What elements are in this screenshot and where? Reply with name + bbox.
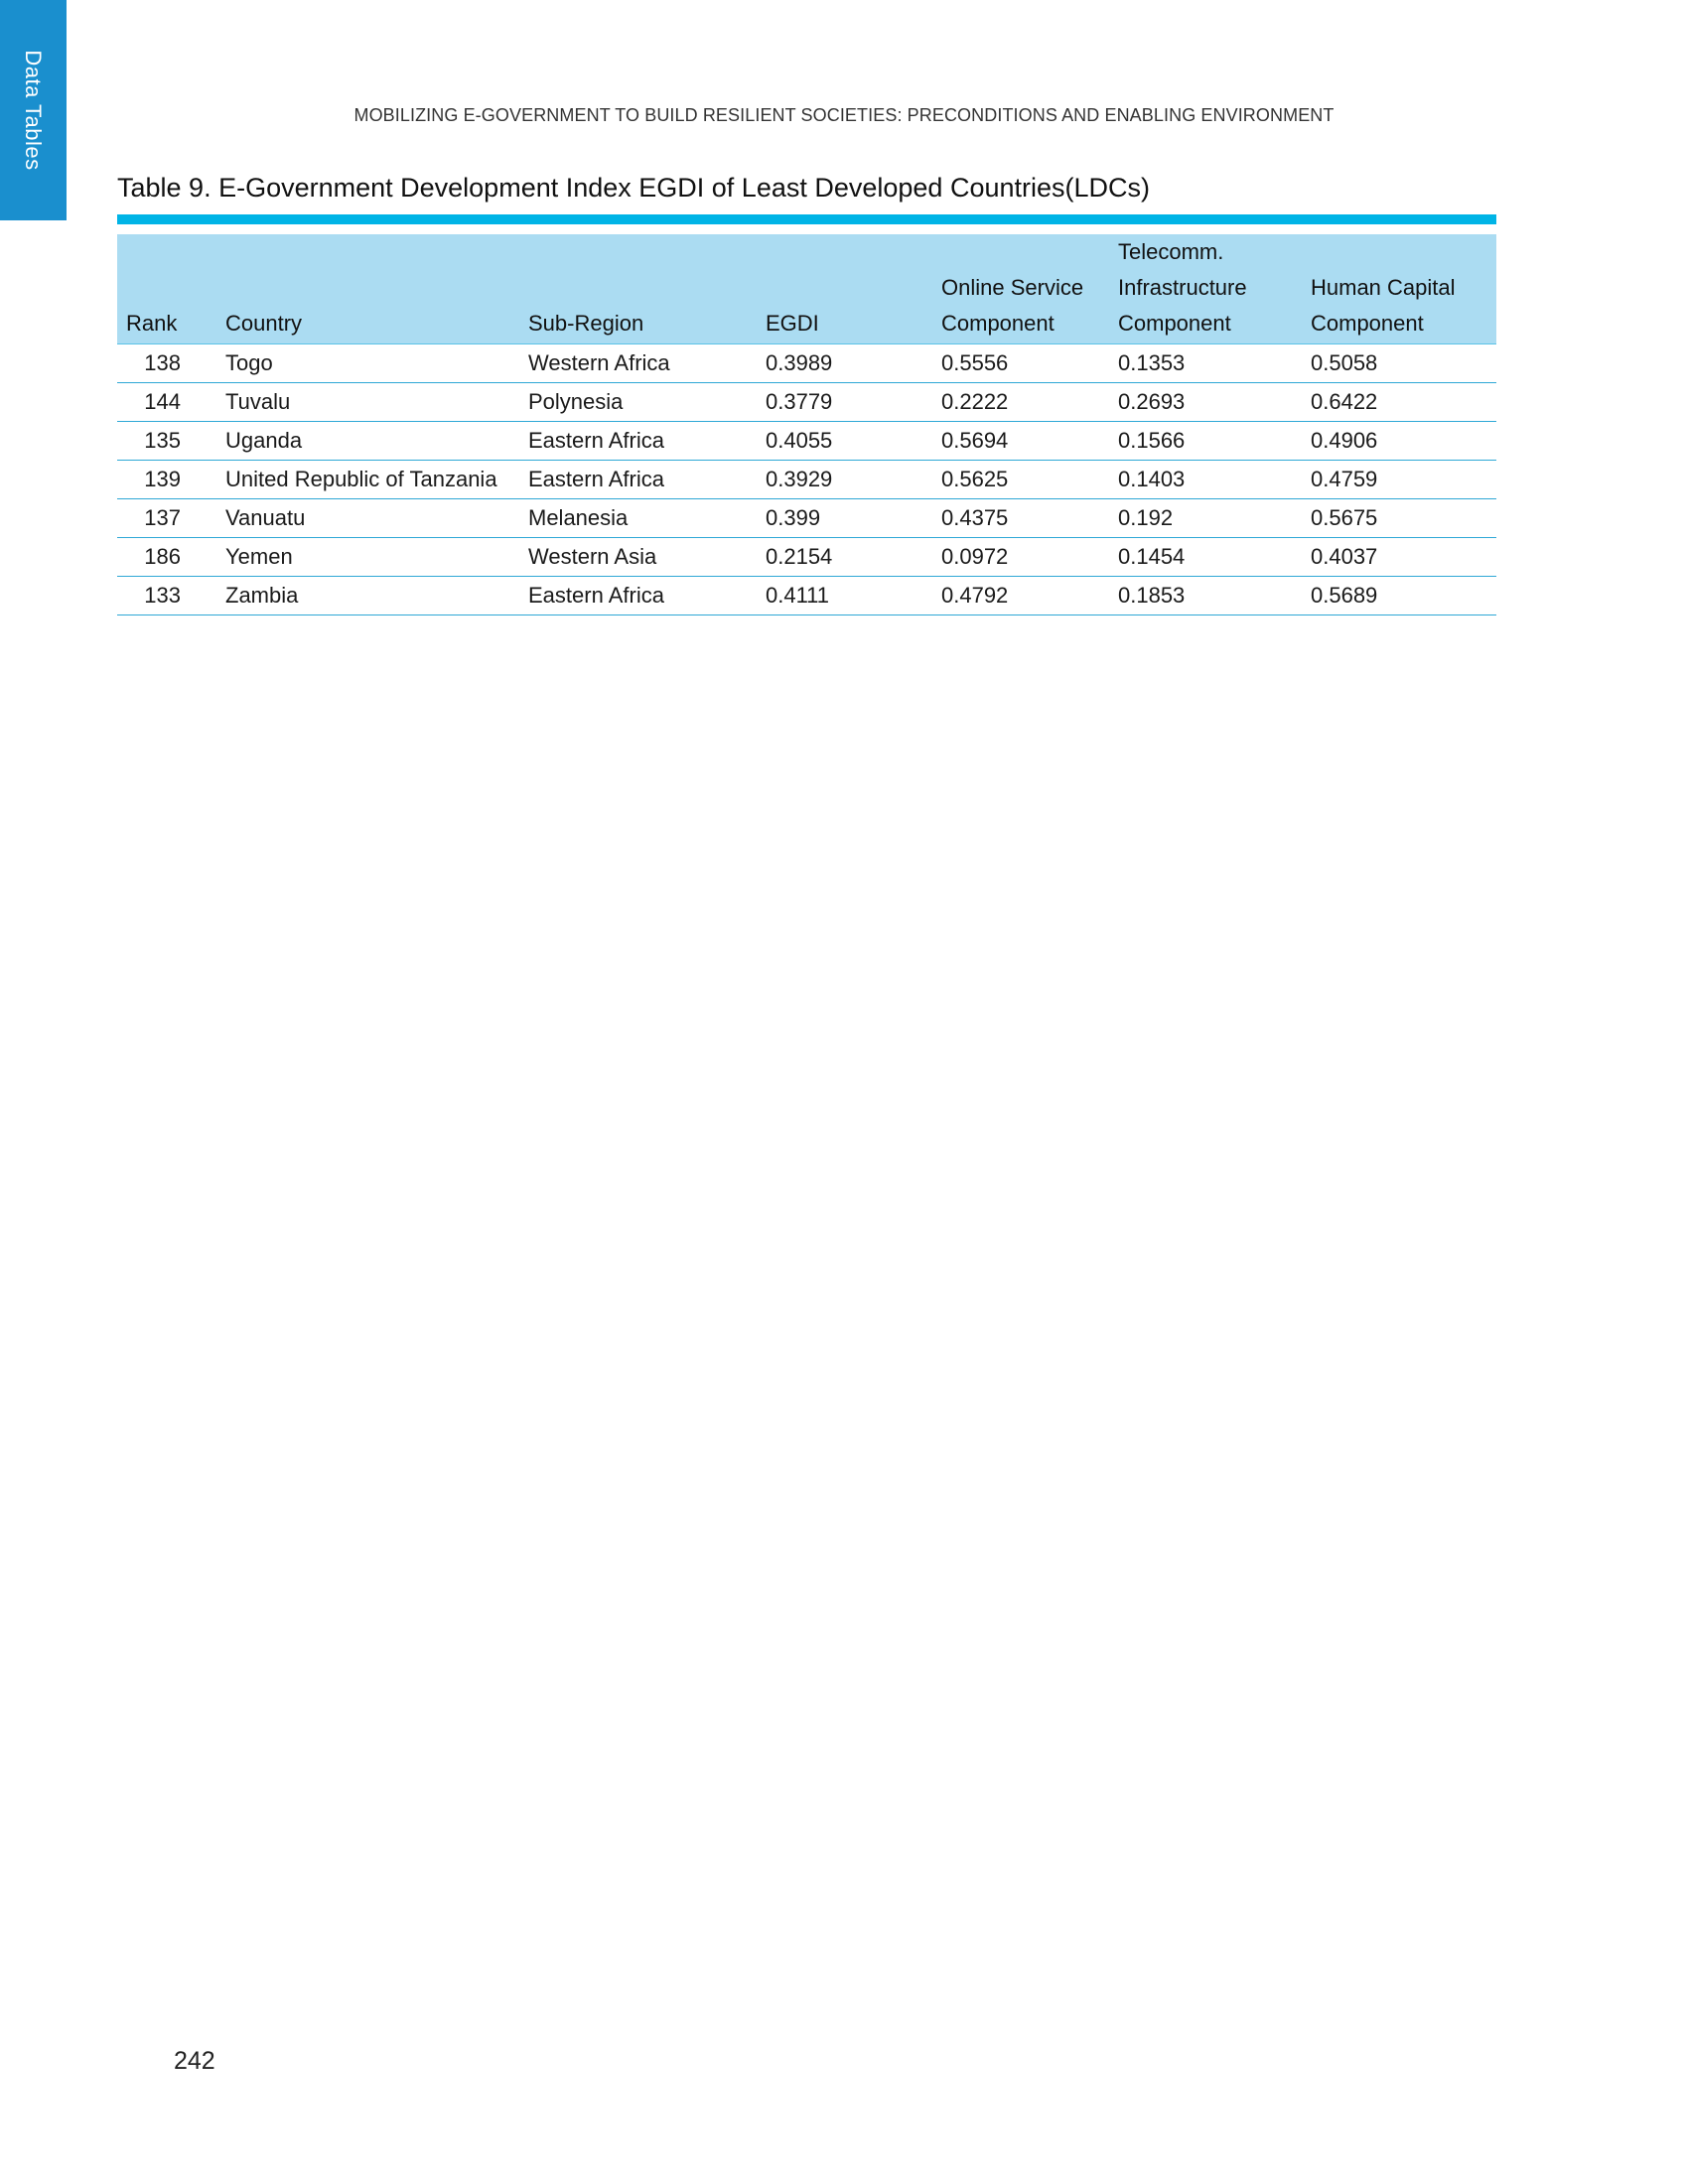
cell-country: Yemen (225, 538, 528, 577)
cell-egdi: 0.2154 (766, 538, 941, 577)
cell-egdi: 0.399 (766, 499, 941, 538)
cell-subregion: Melanesia (528, 499, 766, 538)
cell-human-capital: 0.5689 (1311, 577, 1496, 615)
cell-telecom: 0.1353 (1118, 344, 1311, 383)
header-online-service (941, 234, 1118, 344)
header-human-capital-line2: Component (1311, 311, 1424, 336)
cell-egdi: 0.3929 (766, 461, 941, 499)
cell-rank: 137 (117, 499, 225, 538)
cell-subregion: Polynesia (528, 383, 766, 422)
section-tab-label: Data Tables (21, 50, 46, 171)
title-rule (117, 214, 1496, 224)
header-subregion-label: Sub-Region (528, 311, 644, 336)
header-human-capital-line1: Human Capital (1311, 275, 1456, 300)
header-egdi-label: EGDI (766, 311, 819, 336)
cell-human-capital: 0.5675 (1311, 499, 1496, 538)
cell-online-service: 0.0972 (941, 538, 1118, 577)
cell-subregion: Western Africa (528, 344, 766, 383)
header-human-capital (1311, 234, 1496, 344)
header-telecom-line1: Telecomm. (1118, 239, 1224, 264)
cell-online-service: 0.5556 (941, 344, 1118, 383)
header-country-label: Country (225, 311, 303, 336)
table-row (117, 422, 1496, 461)
cell-country: Tuvalu (225, 383, 528, 422)
header-telecom (1118, 234, 1311, 344)
header-rank-label: Rank (126, 311, 178, 336)
cell-egdi: 0.4055 (766, 422, 941, 461)
cell-rank: 138 (117, 344, 225, 383)
cell-egdi: 0.4111 (766, 577, 941, 615)
cell-country: Vanuatu (225, 499, 528, 538)
cell-egdi: 0.3779 (766, 383, 941, 422)
cell-rank: 139 (117, 461, 225, 499)
cell-country: Togo (225, 344, 528, 383)
cell-online-service: 0.4792 (941, 577, 1118, 615)
header-telecom-line3: Component (1118, 311, 1231, 336)
table-header-row (117, 234, 1496, 344)
cell-telecom: 0.1403 (1118, 461, 1311, 499)
table-row (117, 383, 1496, 422)
cell-rank: 135 (117, 422, 225, 461)
cell-rank: 144 (117, 383, 225, 422)
cell-human-capital: 0.4906 (1311, 422, 1496, 461)
cell-egdi: 0.3989 (766, 344, 941, 383)
table-title: Table 9. E-Government Development Index EGDI of Least Developed Countries(LDCs) (117, 173, 1151, 203)
header-online-service-line2: Component (941, 311, 1055, 336)
cell-country: Zambia (225, 577, 528, 615)
cell-telecom: 0.1853 (1118, 577, 1311, 615)
cell-online-service: 0.5694 (941, 422, 1118, 461)
cell-human-capital: 0.4759 (1311, 461, 1496, 499)
header-subregion (528, 234, 766, 344)
cell-subregion: Eastern Africa (528, 422, 766, 461)
table-row (117, 577, 1496, 615)
cell-subregion: Eastern Africa (528, 577, 766, 615)
cell-rank: 133 (117, 577, 225, 615)
header-online-service-line1: Online Service (941, 275, 1084, 300)
cell-country: Uganda (225, 422, 528, 461)
egdi-table (117, 234, 1496, 615)
header-egdi (766, 234, 941, 344)
cell-telecom: 0.192 (1118, 499, 1311, 538)
page-number: 242 (174, 2047, 215, 2075)
cell-human-capital: 0.5058 (1311, 344, 1496, 383)
cell-subregion: Western Asia (528, 538, 766, 577)
header-telecom-line2: Infrastructure (1118, 275, 1247, 300)
cell-human-capital: 0.4037 (1311, 538, 1496, 577)
header-rank (117, 234, 225, 344)
table-row (117, 344, 1496, 383)
cell-subregion: Eastern Africa (528, 461, 766, 499)
cell-telecom: 0.1454 (1118, 538, 1311, 577)
cell-online-service: 0.2222 (941, 383, 1118, 422)
table-row (117, 461, 1496, 499)
cell-telecom: 0.1566 (1118, 422, 1311, 461)
cell-telecom: 0.2693 (1118, 383, 1311, 422)
table-row (117, 538, 1496, 577)
cell-rank: 186 (117, 538, 225, 577)
cell-online-service: 0.5625 (941, 461, 1118, 499)
table-row (117, 499, 1496, 538)
header-country (225, 234, 528, 344)
cell-online-service: 0.4375 (941, 499, 1118, 538)
cell-country: United Republic of Tanzania (225, 461, 528, 499)
cell-human-capital: 0.6422 (1311, 383, 1496, 422)
running-header: MOBILIZING E-GOVERNMENT TO BUILD RESILIENT SOCIETIES: PRECONDITIONS AND ENABLING ENVIRONMENT (353, 105, 1335, 125)
